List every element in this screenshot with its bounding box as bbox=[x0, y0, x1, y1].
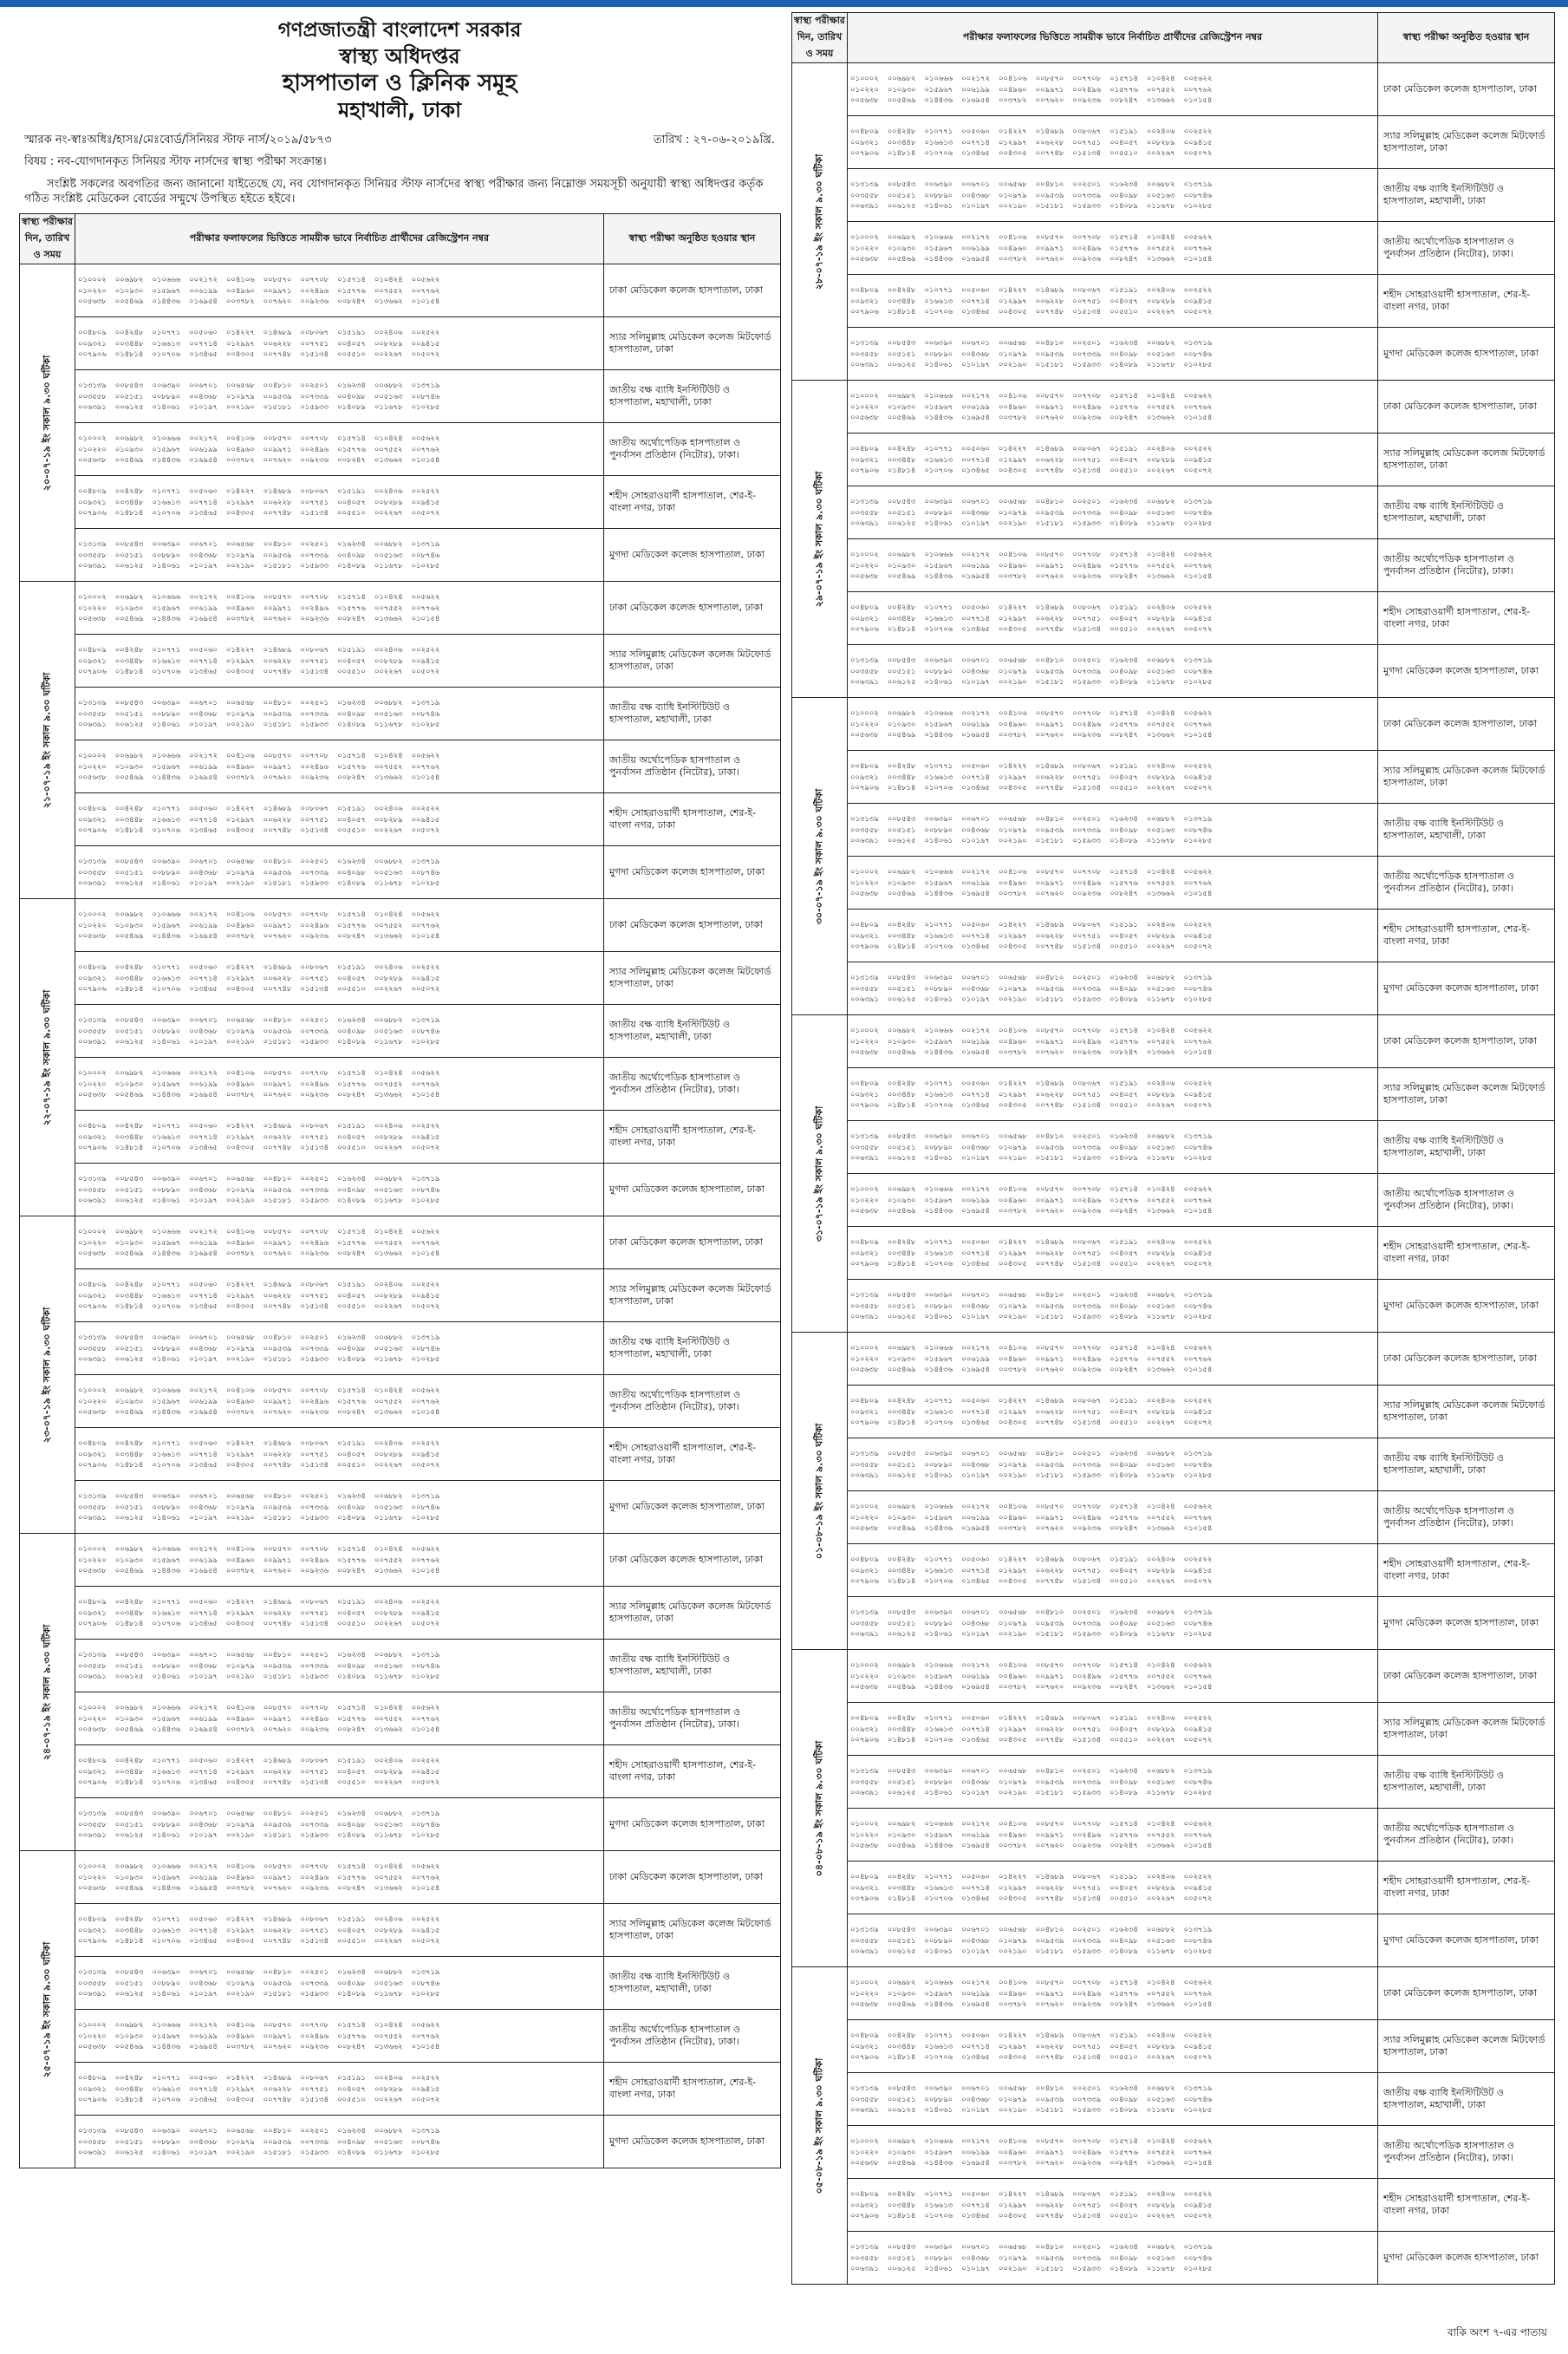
venue-cell: জাতীয় বক্ষ ব্যাধি ইনস্টিটিউট ও হাসপাতাল, মহাখালী, ঢাকা bbox=[604, 1005, 781, 1058]
venue-cell: শহীদ সোহরাওয়ার্দী হাসপাতাল, শের-ই-বাংলা নগর, ঢাকা bbox=[604, 1428, 781, 1481]
table-row bbox=[20, 317, 781, 370]
venue-cell: ঢাকা মেডিকেল কলেজ হাসপাতাল, ঢাকা bbox=[604, 582, 781, 635]
registration-numbers-cell: ০০৪৮০৯ ০০৪২৪৮ ০১০৭৭১ ০০৫০৬০ ০১৪২২৭ ০১৪৬৮৯ ০০৮০৬৭ ০১৫১৯১ ০০২৪০৬ ০০২৫২২ ০০৯৩২১ ০০৩৪৪৮ ০১৬৬১৩ ০০৭৭১৪ ০১২৯৯৭ ০০৬২২৮ ০০৭৭৫১ ০০৪০৫৭ ০০৮২৮৯ ০০৯৪১৫ ০০৭৯০৬ ০১৪৮১৪ ০১০৭০৬ ০১৩৪৬৫ ০০৪৩০৫ ০০৭৭৪৮ ০১৫১৩৪ ০০৫৫১০ ০০২২৬৭ ০০৫০৭২ bbox=[75, 635, 604, 688]
table-header-row bbox=[792, 13, 1555, 63]
venue-cell: মুগদা মেডিকেল কলেজ হাসপাতাল, ঢাকা bbox=[1378, 328, 1555, 381]
registration-numbers-cell: ০১০০০২ ০০৬৯৮২ ০১০৬৬৬ ০০২১৭২ ০০৪১০৬ ০০৮৫৭০ ০০৭৭০৮ ০১৫৭১৪ ০১০৪২৪ ০০৫৬২২ ০১০২২০ ০১০৯৩০ ০১৫৯৬৭ ০০৬১৯৯ ০০৪৯৬০ ০০৯৯৭১ ০০২৪৯৬ ০১৫৭৭৬ ০০৭৫৫২ ০০৭৭৬২ ০০৫৬৩৮ ০০৫৪৬৯ ০১৪৪৩৬ ০১৬৯৫৪ ০০৩৭৮২ ০০৭৬২০ ০০৯২৩৬ ০০৮২৪৭ ০১৩৬৬২ ০১০১৫৪ bbox=[848, 1809, 1378, 1862]
table-row bbox=[20, 1005, 781, 1058]
schedule-date-text: ২৮-০৭-১৯ ইং সকাল ৯.৩০ ঘটিকা bbox=[813, 153, 824, 290]
venue-cell: শহীদ সোহরাওয়ার্দী হাসপাতাল, শের-ই-বাংলা নগর, ঢাকা bbox=[1378, 2179, 1555, 2232]
venue-cell: স্যার সলিমুল্লাহ মেডিকেল কলেজ মিটফোর্ড হাসপাতাল, ঢাকা bbox=[604, 1269, 781, 1322]
schedule-date-cell bbox=[792, 1015, 848, 1333]
venue-cell: ঢাকা মেডিকেল কলেজ হাসপাতাল, ঢাকা bbox=[604, 1216, 781, 1269]
table-row bbox=[792, 116, 1555, 169]
registration-numbers-cell: ০১৩১৩৯ ০০৮৫৪৩ ০০৬৩৯০ ০০৬৭০১ ০০৬৫৬৮ ০০৪৮১০ ০০২৫০১ ০১৬২৩৪ ০০৬৮৮২ ০১৩৭১৯ ০০৩৫৫৮ ০০৫১৫১ ০০৮৮৯০ ০০৪৩৬৮ ০১০৯৭৯ ০০৯৫৩৯ ০০৭৩৩৯ ০০৪০৯৮ ০০৫১৬৩ ০০৮৭৪৬ ০০৬৩৯১ ০০৬১২৫ ০১৪০৬১ ০১০১৯৭ ০০২১৯০ ০১৫১৮১ ০১৫৯৩৩ ০১৪০৮৯ ০১১৬৭৮ ০১০২৮৫ bbox=[75, 1164, 604, 1216]
table-row bbox=[20, 846, 781, 899]
table-row bbox=[20, 1111, 781, 1164]
venue-column-header: স্বাস্থ্য পরীক্ষা অনুষ্ঠিত হওয়ার স্থান bbox=[604, 214, 781, 264]
table-row bbox=[792, 910, 1555, 962]
table-row bbox=[792, 1756, 1555, 1809]
table-row bbox=[792, 1544, 1555, 1597]
schedule-date-text: ০১-০৮-১৯ ইং সকাল ৯.৩০ ঘটিকা bbox=[813, 1423, 824, 1559]
schedule-date-text: ২১-০৭-১৯ ইং সকাল ৯.৩০ ঘটিকা bbox=[41, 672, 52, 808]
table-row bbox=[792, 1174, 1555, 1227]
schedule-date-cell bbox=[20, 1216, 75, 1534]
table-row bbox=[792, 1862, 1555, 1914]
registration-numbers-cell: ০০৪৮০৯ ০০৪২৪৮ ০১০৭৭১ ০০৫০৬০ ০১৪২২৭ ০১৪৬৮৯ ০০৮০৬৭ ০১৫১৯১ ০০২৪০৬ ০০২৫২২ ০০৯৩২১ ০০৩৪৪৮ ০১৬৬১৩ ০০৭৭১৪ ০১২৯৯৭ ০০৬২২৮ ০০৭৭৫১ ০০৪০৫৭ ০০৮২৮৯ ০০৯৪১৫ ০০৭৯০৬ ০১৪৮১৪ ০১০৭০৬ ০১৩৪৬৫ ০০৪৩০৫ ০০৭৭৪৮ ০১৫১৩৪ ০০৫৫১০ ০০২২৬৭ ০০৫০৭২ bbox=[75, 1745, 604, 1798]
registration-numbers-cell: ০০৪৮০৯ ০০৪২৪৮ ০১০৭৭১ ০০৫০৬০ ০১৪২২৭ ০১৪৬৮৯ ০০৮০৬৭ ০১৫১৯১ ০০২৪০৬ ০০২৫২২ ০০৯৩২১ ০০৩৪৪৮ ০১৬৬১৩ ০০৭৭১৪ ০১২৯৯৭ ০০৬২২৮ ০০৭৭৫১ ০০৪০৫৭ ০০৮২৮৯ ০০৯৪১৫ ০০৭৯০৬ ০১৪৮১৪ ০১০৭০৬ ০১৩৪৬৫ ০০৪৩০৫ ০০৭৭৪৮ ০১৫১৩৪ ০০৫৫১০ ০০২২৬৭ ০০৫০৭২ bbox=[75, 952, 604, 1005]
table-row bbox=[792, 1227, 1555, 1280]
venue-cell: জাতীয় বক্ষ ব্যাধি ইনস্টিটিউট ও হাসপাতাল, মহাখালী, ঢাকা bbox=[604, 1957, 781, 2010]
venue-cell: স্যার সলিমুল্লাহ মেডিকেল কলেজ মিটফোর্ড হাসপাতাল, ঢাকা bbox=[604, 1587, 781, 1640]
venue-cell: ঢাকা মেডিকেল কলেজ হাসপাতাল, ঢাকা bbox=[1378, 63, 1555, 116]
registration-numbers-cell: ০০৪৮০৯ ০০৪২৪৮ ০১০৭৭১ ০০৫০৬০ ০১৪২২৭ ০১৪৬৮৯ ০০৮০৬৭ ০১৫১৯১ ০০২৪০৬ ০০২৫২২ ০০৯৩২১ ০০৩৪৪৮ ০১৬৬১৩ ০০৭৭১৪ ০১২৯৯৭ ০০৬২২৮ ০০৭৭৫১ ০০৪০৫৭ ০০৮২৮৯ ০০৯৪১৫ ০০৭৯০৬ ০১৪৮১৪ ০১০৭০৬ ০১৩৪৬৫ ০০৪৩০৫ ০০৭৭৪৮ ০১৫১৩৪ ০০৫৫১০ ০০২২৬৭ ০০৫০৭২ bbox=[848, 2179, 1378, 2232]
venue-cell: জাতীয় বক্ষ ব্যাধি ইনস্টিটিউট ও হাসপাতাল, মহাখালী, ঢাকা bbox=[604, 1322, 781, 1375]
table-row bbox=[792, 645, 1555, 698]
registration-numbers-cell: ০১০০০২ ০০৬৯৮২ ০১০৬৬৬ ০০২১৭২ ০০৪১০৬ ০০৮৫৭০ ০০৭৭০৮ ০১৫৭১৪ ০১০৪২৪ ০০৫৬২২ ০১০২২০ ০১০৯৩০ ০১৫৯৬৭ ০০৬১৯৯ ০০৪৯৬০ ০০৯৯৭১ ০০২৪৯৬ ০১৫৭৭৬ ০০৭৫৫২ ০০৭৭৬২ ০০৫৬৩৮ ০০৫৪৬৯ ০১৪৪৩৬ ০১৬৯৫৪ ০০৩৭৮২ ০০৭৬২০ ০০৯২৩৬ ০০৮২৪৭ ০১৩৬৬২ ০১০১৫৪ bbox=[75, 1216, 604, 1269]
registration-numbers-cell: ০১০০০২ ০০৬৯৮২ ০১০৬৬৬ ০০২১৭২ ০০৪১০৬ ০০৮৫৭০ ০০৭৭০৮ ০১৫৭১৪ ০১০৪২৪ ০০৫৬২২ ০১০২২০ ০১০৯৩০ ০১৫৯৬৭ ০০৬১৯৯ ০০৪৯৬০ ০০৯৯৭১ ০০২৪৯৬ ০১৫৭৭৬ ০০৭৫৫২ ০০৭৭৬২ ০০৫৬৩৮ ০০৫৪৬৯ ০১৪৪৩৬ ০১৬৯৫৪ ০০৩৭৮২ ০০৭৬২০ ০০৯২৩৬ ০০৮২৪৭ ০১৩৬৬২ ০১০১৫৪ bbox=[848, 1015, 1378, 1068]
table-row bbox=[792, 1121, 1555, 1174]
venue-cell: মুগদা মেডিকেল কলেজ হাসপাতাল, ঢাকা bbox=[604, 846, 781, 899]
table-row bbox=[792, 328, 1555, 381]
table-header-row bbox=[20, 214, 781, 264]
registration-numbers-cell: ০১০০০২ ০০৬৯৮২ ০১০৬৬৬ ০০২১৭২ ০০৪১০৬ ০০৮৫৭০ ০০৭৭০৮ ০১৫৭১৪ ০১০৪২৪ ০০৫৬২২ ০১০২২০ ০১০৯৩০ ০১৫৯৬৭ ০০৬১৯৯ ০০৪৯৬০ ০০৯৯৭১ ০০২৪৯৬ ০১৫৭৭৬ ০০৭৫৫২ ০০৭৭৬২ ০০৫৬৩৮ ০০৫৪৬৯ ০১৪৪৩৬ ০১৬৯৫৪ ০০৩৭৮২ ০০৭৬২০ ০০৯২৩৬ ০০৮২৪৭ ০১৩৬৬২ ০১০১৫৪ bbox=[75, 1534, 604, 1587]
venue-cell: স্যার সলিমুল্লাহ মেডিকেল কলেজ মিটফোর্ড হাসপাতাল, ঢাকা bbox=[604, 1904, 781, 1957]
schedule-date-cell bbox=[20, 1534, 75, 1851]
top-blue-rule bbox=[0, 0, 1568, 7]
table-row bbox=[20, 1745, 781, 1798]
table-row bbox=[792, 2232, 1555, 2285]
schedule-date-text: ২২-০৭-১৯ ইং সকাল ৯.৩০ ঘটিকা bbox=[41, 989, 52, 1125]
venue-cell: জাতীয় অর্থোপেডিক হাসপাতাল ও পুনর্বাসন প্রতিষ্ঠান (নিটোর), ঢাকা। bbox=[604, 1058, 781, 1111]
registration-numbers-cell: ০১৩১৩৯ ০০৮৫৪৩ ০০৬৩৯০ ০০৬৭০১ ০০৬৫৬৮ ০০৪৮১০ ০০২৫০১ ০১৬২৩৪ ০০৬৮৮২ ০১৩৭১৯ ০০৩৫৫৮ ০০৫১৫১ ০০৮৮৯০ ০০৪৩৬৮ ০১০৯৭৯ ০০৯৫৩৯ ০০৭৩৩৯ ০০৪০৯৮ ০০৫১৬৩ ০০৮৭৪৬ ০০৬৩৯১ ০০৬১২৫ ০১৪০৬১ ০১০১৯৭ ০০২১৯০ ০১৫১৮১ ০১৫৯৩৩ ০১৪০৮৯ ০১১৬৭৮ ০১০২৮৫ bbox=[848, 1280, 1378, 1333]
table-row bbox=[792, 1491, 1555, 1544]
table-row bbox=[20, 1058, 781, 1111]
table-row bbox=[20, 2116, 781, 2168]
registration-numbers-cell: ০১০০০২ ০০৬৯৮২ ০১০৬৬৬ ০০২১৭২ ০০৪১০৬ ০০৮৫৭০ ০০৭৭০৮ ০১৫৭১৪ ০১০৪২৪ ০০৫৬২২ ০১০২২০ ০১০৯৩০ ০১৫৯৬৭ ০০৬১৯৯ ০০৪৯৬০ ০০৯৯৭১ ০০২৪৯৬ ০১৫৭৭৬ ০০৭৫৫২ ০০৭৭৬২ ০০৫৬৩৮ ০০৫৪৬৯ ০১৪৪৩৬ ০১৬৯৫৪ ০০৩৭৮২ ০০৭৬২০ ০০৯২৩৬ ০০৮২৪৭ ০১৩৬৬২ ০১০১৫৪ bbox=[848, 1650, 1378, 1703]
date-column-header: স্বাস্থ্য পরীক্ষার দিন, তারিখ ও সময় bbox=[792, 13, 848, 63]
table-row bbox=[20, 740, 781, 793]
registration-numbers-cell: ০০৪৮০৯ ০০৪২৪৮ ০১০৭৭১ ০০৫০৬০ ০১৪২২৭ ০১৪৬৮৯ ০০৮০৬৭ ০১৫১৯১ ০০২৪০৬ ০০২৫২২ ০০৯৩২১ ০০৩৪৪৮ ০১৬৬১৩ ০০৭৭১৪ ০১২৯৯৭ ০০৬২২৮ ০০৭৭৫১ ০০৪০৫৭ ০০৮২৮৯ ০০৯৪১৫ ০০৭৯০৬ ০১৪৮১৪ ০১০৭০৬ ০১৩৪৬৫ ০০৪৩০৫ ০০৭৭৪৮ ০১৫১৩৪ ০০৫৫১০ ০০২২৬৭ ০০৫০৭২ bbox=[848, 1862, 1378, 1914]
table-row bbox=[20, 1798, 781, 1851]
venue-cell: মুগদা মেডিকেল কলেজ হাসপাতাল, ঢাকা bbox=[1378, 645, 1555, 698]
notice-header bbox=[19, 17, 780, 123]
venue-cell: মুগদা মেডিকেল কলেজ হাসপাতাল, ঢাকা bbox=[1378, 1280, 1555, 1333]
venue-cell: স্যার সলিমুল্লাহ মেডিকেল কলেজ মিটফোর্ড হাসপাতাল, ঢাকা bbox=[604, 952, 781, 1005]
table-row bbox=[792, 1438, 1555, 1491]
registration-numbers-cell: ০১৩১৩৯ ০০৮৫৪৩ ০০৬৩৯০ ০০৬৭০১ ০০৬৫৬৮ ০০৪৮১০ ০০২৫০১ ০১৬২৩৪ ০০৬৮৮২ ০১৩৭১৯ ০০৩৫৫৮ ০০৫১৫১ ০০৮৮৯০ ০০৪৩৬৮ ০১০৯৭৯ ০০৯৫৩৯ ০০৭৩৩৯ ০০৪০৯৮ ০০৫১৬৩ ০০৮৭৪৬ ০০৬৩৯১ ০০৬১২৫ ০১৪০৬১ ০১০১৯৭ ০০২১৯০ ০১৫১৮১ ০১৫৯৩৩ ০১৪০৮৯ ০১১৬৭৮ ০১০২৮৫ bbox=[75, 1005, 604, 1058]
left-column bbox=[19, 10, 780, 2343]
table-row bbox=[20, 1904, 781, 1957]
venue-cell: মুগদা মেডিকেল কলেজ হাসপাতাল, ঢাকা bbox=[1378, 962, 1555, 1015]
table-row bbox=[20, 2063, 781, 2116]
registration-numbers-cell: ০১৩১৩৯ ০০৮৫৪৩ ০০৬৩৯০ ০০৬৭০১ ০০৬৫৬৮ ০০৪৮১০ ০০২৫০১ ০১৬২৩৪ ০০৬৮৮২ ০১৩৭১৯ ০০৩৫৫৮ ০০৫১৫১ ০০৮৮৯০ ০০৪৩৬৮ ০১০৯৭৯ ০০৯৫৩৯ ০০৭৩৩৯ ০০৪০৯৮ ০০৫১৬৩ ০০৮৭৪৬ ০০৬৩৯১ ০০৬১২৫ ০১৪০৬১ ০১০১৯৭ ০০২১৯০ ০১৫১৮১ ০১৫৯৩৩ ০১৪০৮৯ ০১১৬৭৮ ০১০২৮৫ bbox=[75, 2116, 604, 2168]
table-row bbox=[792, 1597, 1555, 1650]
schedule-date-text: ২৫-০৭-১৯ ইং সকাল ৯.৩০ ঘটিকা bbox=[41, 1941, 52, 2077]
venue-cell: জাতীয় অর্থোপেডিক হাসপাতাল ও পুনর্বাসন প্রতিষ্ঠান (নিটোর), ঢাকা। bbox=[604, 423, 781, 476]
venue-cell: জাতীয় অর্থোপেডিক হাসপাতাল ও পুনর্বাসন প্রতিষ্ঠান (নিটোর), ঢাকা। bbox=[1378, 222, 1555, 275]
registration-numbers-cell: ০১৩১৩৯ ০০৮৫৪৩ ০০৬৩৯০ ০০৬৭০১ ০০৬৫৬৮ ০০৪৮১০ ০০২৫০১ ০১৬২৩৪ ০০৬৮৮২ ০১৩৭১৯ ০০৩৫৫৮ ০০৫১৫১ ০০৮৮৯০ ০০৪৩৬৮ ০১০৯৭৯ ০০৯৫৩৯ ০০৭৩৩৯ ০০৪০৯৮ ০০৫১৬৩ ০০৮৭৪৬ ০০৬৩৯১ ০০৬১২৫ ০১৪০৬১ ০১০১৯৭ ০০২১৯০ ০১৫১৮১ ০১৫৯৩৩ ০১৪০৮৯ ০১১৬৭৮ ০১০২৮৫ bbox=[848, 1121, 1378, 1174]
venue-cell: জাতীয় বক্ষ ব্যাধি ইনস্টিটিউট ও হাসপাতাল, মহাখালী, ঢাকা bbox=[1378, 1121, 1555, 1174]
schedule-table-right bbox=[791, 12, 1555, 2285]
reg-column-header: পরীক্ষার ফলাফলের ভিত্তিতে সাময়ীক ভাবে নির্বাচিত প্রার্থীদের রেজিস্ট্রেশন নম্বর bbox=[75, 214, 604, 264]
venue-cell: জাতীয় অর্থোপেডিক হাসপাতাল ও পুনর্বাসন প্রতিষ্ঠান (নিটোর), ঢাকা। bbox=[1378, 1809, 1555, 1862]
table-row bbox=[20, 952, 781, 1005]
registration-numbers-cell: ০১০০০২ ০০৬৯৮২ ০১০৬৬৬ ০০২১৭২ ০০৪১০৬ ০০৮৫৭০ ০০৭৭০৮ ০১৫৭১৪ ০১০৪২৪ ০০৫৬২২ ০১০২২০ ০১০৯৩০ ০১৫৯৬৭ ০০৬১৯৯ ০০৪৯৬০ ০০৯৯৭১ ০০২৪৯৬ ০১৫৭৭৬ ০০৭৫৫২ ০০৭৭৬২ ০০৫৬৩৮ ০০৫৪৬৯ ০১৪৪৩৬ ০১৬৯৫৪ ০০৩৭৮২ ০০৭৬২০ ০০৯২৩৬ ০০৮২৪৭ ০১৩৬৬২ ০১০১৫৪ bbox=[848, 698, 1378, 751]
venue-cell: জাতীয় অর্থোপেডিক হাসপাতাল ও পুনর্বাসন প্রতিষ্ঠান (নিটোর), ঢাকা। bbox=[1378, 1174, 1555, 1227]
registration-numbers-cell: ০১৩১৩৯ ০০৮৫৪৩ ০০৬৩৯০ ০০৬৭০১ ০০৬৫৬৮ ০০৪৮১০ ০০২৫০১ ০১৬২৩৪ ০০৬৮৮২ ০১৩৭১৯ ০০৩৫৫৮ ০০৫১৫১ ০০৮৮৯০ ০০৪৩৬৮ ০১০৯৭৯ ০০৯৫৩৯ ০০৭৩৩৯ ০০৪০৯৮ ০০৫১৬৩ ০০৮৭৪৬ ০০৬৩৯১ ০০৬১২৫ ০১৪০৬১ ০১০১৯৭ ০০২১৯০ ০১৫১৮১ ০১৫৯৩৩ ০১৪০৮৯ ০১১৬৭৮ ০১০২৮৫ bbox=[848, 804, 1378, 857]
venue-cell: ঢাকা মেডিকেল কলেজ হাসপাতাল, ঢাকা bbox=[1378, 381, 1555, 434]
registration-numbers-cell: ০১৩১৩৯ ০০৮৫৪৩ ০০৬৩৯০ ০০৬৭০১ ০০৬৫৬৮ ০০৪৮১০ ০০২৫০১ ০১৬২৩৪ ০০৬৮৮২ ০১৩৭১৯ ০০৩৫৫৮ ০০৫১৫১ ০০৮৮৯০ ০০৪৩৬৮ ০১০৯৭৯ ০০৯৫৩৯ ০০৭৩৩৯ ০০৪০৯৮ ০০৫১৬৩ ০০৮৭৪৬ ০০৬৩৯১ ০০৬১২৫ ০১৪০৬১ ০১০১৯৭ ০০২১৯০ ০১৫১৮১ ০১৫৯৩৩ ০১৪০৮৯ ০১১৬৭৮ ০১০২৮৫ bbox=[848, 328, 1378, 381]
venue-cell: শহীদ সোহরাওয়ার্দী হাসপাতাল, শের-ই-বাংলা নগর, ঢাকা bbox=[604, 2063, 781, 2116]
venue-cell: শহীদ সোহরাওয়ার্দী হাসপাতাল, শের-ই-বাংলা নগর, ঢাকা bbox=[604, 1745, 781, 1798]
venue-cell: ঢাকা মেডিকেল কলেজ হাসপাতাল, ঢাকা bbox=[1378, 1333, 1555, 1386]
schedule-date-cell bbox=[792, 381, 848, 698]
registration-numbers-cell: ০১৩১৩৯ ০০৮৫৪৩ ০০৬৩৯০ ০০৬৭০১ ০০৬৫৬৮ ০০৪৮১০ ০০২৫০১ ০১৬২৩৪ ০০৬৮৮২ ০১৩৭১৯ ০০৩৫৫৮ ০০৫১৫১ ০০৮৮৯০ ০০৪৩৬৮ ০১০৯৭৯ ০০৯৫৩৯ ০০৭৩৩৯ ০০৪০৯৮ ০০৫১৬৩ ০০৮৭৪৬ ০০৬৩৯১ ০০৬১২৫ ০১৪০৬১ ০১০১৯৭ ০০২১৯০ ০১৫১৮১ ০১৫৯৩৩ ০১৪০৮৯ ০১১৬৭৮ ০১০২৮৫ bbox=[75, 1481, 604, 1534]
venue-cell: মুগদা মেডিকেল কলেজ হাসপাতাল, ঢাকা bbox=[604, 1164, 781, 1216]
registration-numbers-cell: ০১০০০২ ০০৬৯৮২ ০১০৬৬৬ ০০২১৭২ ০০৪১০৬ ০০৮৫৭০ ০০৭৭০৮ ০১৫৭১৪ ০১০৪২৪ ০০৫৬২২ ০১০২২০ ০১০৯৩০ ০১৫৯৬৭ ০০৬১৯৯ ০০৪৯৬০ ০০৯৯৭১ ০০২৪৯৬ ০১৫৭৭৬ ০০৭৫৫২ ০০৭৭৬২ ০০৫৬৩৮ ০০৫৪৬৯ ০১৪৪৩৬ ০১৬৯৫৪ ০০৩৭৮২ ০০৭৬২০ ০০৯২৩৬ ০০৮২৪৭ ০১৩৬৬২ ০১০১৫৪ bbox=[848, 1491, 1378, 1544]
schedule-date-text: ২৩-০৭-১৯ ইং সকাল ৯.৩০ ঘটিকা bbox=[41, 1307, 52, 1443]
registration-numbers-cell: ০১৩১৩৯ ০০৮৫৪৩ ০০৬৩৯০ ০০৬৭০১ ০০৬৫৬৮ ০০৪৮১০ ০০২৫০১ ০১৬২৩৪ ০০৬৮৮২ ০১৩৭১৯ ০০৩৫৫৮ ০০৫১৫১ ০০৮৮৯০ ০০৪৩৬৮ ০১০৯৭৯ ০০৯৫৩৯ ০০৭৩৩৯ ০০৪০৯৮ ০০৫১৬৩ ০০৮৭৪৬ ০০৬৩৯১ ০০৬১২৫ ০১৪০৬১ ০১০১৯৭ ০০২১৯০ ০১৫১৮১ ০১৫৯৩৩ ০১৪০৮৯ ০১১৬৭৮ ০১০২৮৫ bbox=[75, 1640, 604, 1692]
venue-cell: স্যার সলিমুল্লাহ মেডিকেল কলেজ মিটফোর্ড হাসপাতাল, ঢাকা bbox=[1378, 116, 1555, 169]
table-row bbox=[20, 1534, 781, 1587]
venue-cell: জাতীয় অর্থোপেডিক হাসপাতাল ও পুনর্বাসন প্রতিষ্ঠান (নিটোর), ঢাকা। bbox=[604, 2010, 781, 2063]
registration-numbers-cell: ০১০০০২ ০০৬৯৮২ ০১০৬৬৬ ০০২১৭২ ০০৪১০৬ ০০৮৫৭০ ০০৭৭০৮ ০১৫৭১৪ ০১০৪২৪ ০০৫৬২২ ০১০২২০ ০১০৯৩০ ০১৫৯৬৭ ০০৬১৯৯ ০০৪৯৬০ ০০৯৯৭১ ০০২৪৯৬ ০১৫৭৭৬ ০০৭৫৫২ ০০৭৭৬২ ০০৫৬৩৮ ০০৫৪৬৯ ০১৪৪৩৬ ০১৬৯৫৪ ০০৩৭৮২ ০০৭৬২০ ০০৯২৩৬ ০০৮২৪৭ ০১৩৬৬২ ০১০১৫৪ bbox=[75, 582, 604, 635]
registration-numbers-cell: ০১০০০২ ০০৬৯৮২ ০১০৬৬৬ ০০২১৭২ ০০৪১০৬ ০০৮৫৭০ ০০৭৭০৮ ০১৫৭১৪ ০১০৪২৪ ০০৫৬২২ ০১০২২০ ০১০৯৩০ ০১৫৯৬৭ ০০৬১৯৯ ০০৪৯৬০ ০০৯৯৭১ ০০২৪৯৬ ০১৫৭৭৬ ০০৭৫৫২ ০০৭৭৬২ ০০৫৬৩৮ ০০৫৪৬৯ ০১৪৪৩৬ ০১৬৯৫৪ ০০৩৭৮২ ০০৭৬২০ ০০৯২৩৬ ০০৮২৪৭ ০১৩৬৬২ ০১০১৫৪ bbox=[848, 539, 1378, 592]
registration-numbers-cell: ০১০০০২ ০০৬৯৮২ ০১০৬৬৬ ০০২১৭২ ০০৪১০৬ ০০৮৫৭০ ০০৭৭০৮ ০১৫৭১৪ ০১০৪২৪ ০০৫৬২২ ০১০২২০ ০১০৯৩০ ০১৫৯৬৭ ০০৬১৯৯ ০০৪৯৬০ ০০৯৯৭১ ০০২৪৯৬ ০১৫৭৭৬ ০০৭৫৫২ ০০৭৭৬২ ০০৫৬৩৮ ০০৫৪৬৯ ০১৪৪৩৬ ০১৬৯৫৪ ০০৩৭৮২ ০০৭৬২০ ০০৯২৩৬ ০০৮২৪৭ ০১৩৬৬২ ০১০১৫৪ bbox=[75, 264, 604, 317]
venue-cell: জাতীয় অর্থোপেডিক হাসপাতাল ও পুনর্বাসন প্রতিষ্ঠান (নিটোর), ঢাকা। bbox=[1378, 857, 1555, 910]
table-row bbox=[792, 275, 1555, 328]
registration-numbers-cell: ০১০০০২ ০০৬৯৮২ ০১০৬৬৬ ০০২১৭২ ০০৪১০৬ ০০৮৫৭০ ০০৭৭০৮ ০১৫৭১৪ ০১০৪২৪ ০০৫৬২২ ০১০২২০ ০১০৯৩০ ০১৫৯৬৭ ০০৬১৯৯ ০০৪৯৬০ ০০৯৯৭১ ০০২৪৯৬ ০১৫৭৭৬ ০০৭৫৫২ ০০৭৭৬২ ০০৫৬৩৮ ০০৫৪৬৯ ০১৪৪৩৬ ০১৬৯৫৪ ০০৩৭৮২ ০০৭৬২০ ০০৯২৩৬ ০০৮২৪৭ ০১৩৬৬২ ০১০১৫৪ bbox=[75, 899, 604, 952]
table-row bbox=[20, 1851, 781, 1904]
registration-numbers-cell: ০০৪৮০৯ ০০৪২৪৮ ০১০৭৭১ ০০৫০৬০ ০১৪২২৭ ০১৪৬৮৯ ০০৮০৬৭ ০১৫১৯১ ০০২৪০৬ ০০২৫২২ ০০৯৩২১ ০০৩৪৪৮ ০১৬৬১৩ ০০৭৭১৪ ০১২৯৯৭ ০০৬২২৮ ০০৭৭৫১ ০০৪০৫৭ ০০৮২৮৯ ০০৯৪১৫ ০০৭৯০৬ ০১৪৮১৪ ০১০৭০৬ ০১৩৪৬৫ ০০৪৩০৫ ০০৭৭৪৮ ০১৫১৩৪ ০০৫৫১০ ০০২২৬৭ ০০৫০৭২ bbox=[848, 751, 1378, 804]
table-row bbox=[792, 1703, 1555, 1756]
table-row bbox=[20, 1269, 781, 1322]
registration-numbers-cell: ০০৪৮০৯ ০০৪২৪৮ ০১০৭৭১ ০০৫০৬০ ০১৪২২৭ ০১৪৬৮৯ ০০৮০৬৭ ০১৫১৯১ ০০২৪০৬ ০০২৫২২ ০০৯৩২১ ০০৩৪৪৮ ০১৬৬১৩ ০০৭৭১৪ ০১২৯৯৭ ০০৬২২৮ ০০৭৭৫১ ০০৪০৫৭ ০০৮২৮৯ ০০৯৪১৫ ০০৭৯০৬ ০১৪৮১৪ ০১০৭০৬ ০১৩৪৬৫ ০০৪৩০৫ ০০৭৭৪৮ ০১৫১৩৪ ০০৫৫১০ ০০২২৬৭ ০০৫০৭২ bbox=[848, 592, 1378, 645]
table-row bbox=[792, 1967, 1555, 2020]
venue-cell: জাতীয় বক্ষ ব্যাধি ইনস্টিটিউট ও হাসপাতাল, মহাখালী, ঢাকা bbox=[1378, 804, 1555, 857]
schedule-date-text: ০৫-০৮-১৯ ইং সকাল ৯.৩০ ঘটিকা bbox=[813, 2057, 824, 2194]
registration-numbers-cell: ০১০০০২ ০০৬৯৮২ ০১০৬৬৬ ০০২১৭২ ০০৪১০৬ ০০৮৫৭০ ০০৭৭০৮ ০১৫৭১৪ ০১০৪২৪ ০০৫৬২২ ০১০২২০ ০১০৯৩০ ০১৫৯৬৭ ০০৬১৯৯ ০০৪৯৬০ ০০৯৯৭১ ০০২৪৯৬ ০১৫৭৭৬ ০০৭৫৫২ ০০৭৭৬২ ০০৫৬৩৮ ০০৫৪৬৯ ০১৪৪৩৬ ০১৬৯৫৪ ০০৩৭৮২ ০০৭৬২০ ০০৯২৩৬ ০০৮২৪৭ ০১৩৬৬২ ০১০১৫৪ bbox=[75, 1692, 604, 1745]
schedule-date-cell bbox=[792, 1967, 848, 2285]
table-row bbox=[792, 381, 1555, 434]
venue-cell: স্যার সলিমুল্লাহ মেডিকেল কলেজ মিটফোর্ড হাসপাতাল, ঢাকা bbox=[1378, 751, 1555, 804]
table-row bbox=[20, 1216, 781, 1269]
venue-cell: মুগদা মেডিকেল কলেজ হাসপাতাল, ঢাকা bbox=[1378, 1597, 1555, 1650]
registration-numbers-cell: ০১০০০২ ০০৬৯৮২ ০১০৬৬৬ ০০২১৭২ ০০৪১০৬ ০০৮৫৭০ ০০৭৭০৮ ০১৫৭১৪ ০১০৪২৪ ০০৫৬২২ ০১০২২০ ০১০৯৩০ ০১৫৯৬৭ ০০৬১৯৯ ০০৪৯৬০ ০০৯৯৭১ ০০২৪৯৬ ০১৫৭৭৬ ০০৭৫৫২ ০০৭৭৬২ ০০৫৬৩৮ ০০৫৪৬৯ ০১৪৪৩৬ ০১৬৯৫৪ ০০৩৭৮২ ০০৭৬২০ ০০৯২৩৬ ০০৮২৪৭ ০১৩৬৬২ ০১০১৫৪ bbox=[75, 423, 604, 476]
schedule-date-text: ২০-০৭-১৯ ইং সকাল ৯.৩০ ঘটিকা bbox=[41, 355, 52, 491]
registration-numbers-cell: ০১০০০২ ০০৬৯৮২ ০১০৬৬৬ ০০২১৭২ ০০৪১০৬ ০০৮৫৭০ ০০৭৭০৮ ০১৫৭১৪ ০১০৪২৪ ০০৫৬২২ ০১০২২০ ০১০৯৩০ ০১৫৯৬৭ ০০৬১৯৯ ০০৪৯৬০ ০০৯৯৭১ ০০২৪৯৬ ০১৫৭৭৬ ০০৭৫৫২ ০০৭৭৬২ ০০৫৬৩৮ ০০৫৪৬৯ ০১৪৪৩৬ ০১৬৯৫৪ ০০৩৭৮২ ০০৭৬২০ ০০৯২৩৬ ০০৮২৪৭ ০১৩৬৬২ ০১০১৫৪ bbox=[848, 222, 1378, 275]
venue-cell: শহীদ সোহরাওয়ার্দী হাসপাতাল, শের-ই-বাংলা নগর, ঢাকা bbox=[1378, 1862, 1555, 1914]
venue-cell: ঢাকা মেডিকেল কলেজ হাসপাতাল, ঢাকা bbox=[604, 264, 781, 317]
table-row bbox=[792, 1914, 1555, 1967]
registration-numbers-cell: ০১৩১৩৯ ০০৮৫৪৩ ০০৬৩৯০ ০০৬৭০১ ০০৬৫৬৮ ০০৪৮১০ ০০২৫০১ ০১৬২৩৪ ০০৬৮৮২ ০১৩৭১৯ ০০৩৫৫৮ ০০৫১৫১ ০০৮৮৯০ ০০৪৩৬৮ ০১০৯৭৯ ০০৯৫৩৯ ০০৭৩৩৯ ০০৪০৯৮ ০০৫১৬৩ ০০৮৭৪৬ ০০৬৩৯১ ০০৬১২৫ ০১৪০৬১ ০১০১৯৭ ০০২১৯০ ০১৫১৮১ ০১৫৯৩৩ ০১৪০৮৯ ০১১৬৭৮ ০১০২৮৫ bbox=[848, 2073, 1378, 2126]
table-row bbox=[792, 592, 1555, 645]
venue-cell: স্যার সলিমুল্লাহ মেডিকেল কলেজ মিটফোর্ড হাসপাতাল, ঢাকা bbox=[1378, 1703, 1555, 1756]
table-row bbox=[792, 2073, 1555, 2126]
registration-numbers-cell: ০১৩১৩৯ ০০৮৫৪৩ ০০৬৩৯০ ০০৬৭০১ ০০৬৫৬৮ ০০৪৮১০ ০০২৫০১ ০১৬২৩৪ ০০৬৮৮২ ০১৩৭১৯ ০০৩৫৫৮ ০০৫১৫১ ০০৮৮৯০ ০০৪৩৬৮ ০১০৯৭৯ ০০৯৫৩৯ ০০৭৩৩৯ ০০৪০৯৮ ০০৫১৬৩ ০০৮৭৪৬ ০০৬৩৯১ ০০৬১২৫ ০১৪০৬১ ০১০১৯৭ ০০২১৯০ ০১৫১৮১ ০১৫৯৩৩ ০১৪০৮৯ ০১১৬৭৮ ০১০২৮৫ bbox=[848, 486, 1378, 539]
venue-cell: মুগদা মেডিকেল কলেজ হাসপাতাল, ঢাকা bbox=[1378, 1914, 1555, 1967]
registration-numbers-cell: ০১৩১৩৯ ০০৮৫৪৩ ০০৬৩৯০ ০০৬৭০১ ০০৬৫৬৮ ০০৪৮১০ ০০২৫০১ ০১৬২৩৪ ০০৬৮৮২ ০১৩৭১৯ ০০৩৫৫৮ ০০৫১৫১ ০০৮৮৯০ ০০৪৩৬৮ ০১০৯৭৯ ০০৯৫৩৯ ০০৭৩৩৯ ০০৪০৯৮ ০০৫১৬৩ ০০৮৭৪৬ ০০৬৩৯১ ০০৬১২৫ ০১৪০৬১ ০১০১৯৭ ০০২১৯০ ০১৫১৮১ ০১৫৯৩৩ ০১৪০৮৯ ০১১৬৭৮ ০১০২৮৫ bbox=[75, 1798, 604, 1851]
table-row bbox=[20, 1481, 781, 1534]
venue-cell: স্যার সলিমুল্লাহ মেডিকেল কলেজ মিটফোর্ড হাসপাতাল, ঢাকা bbox=[604, 635, 781, 688]
venue-cell: জাতীয় অর্থোপেডিক হাসপাতাল ও পুনর্বাসন প্রতিষ্ঠান (নিটোর), ঢাকা। bbox=[1378, 1491, 1555, 1544]
venue-cell: জাতীয় বক্ষ ব্যাধি ইনস্টিটিউট ও হাসপাতাল, মহাখালী, ঢাকা bbox=[604, 1640, 781, 1692]
venue-cell: স্যার সলিমুল্লাহ মেডিকেল কলেজ মিটফোর্ড হাসপাতাল, ঢাকা bbox=[1378, 434, 1555, 486]
registration-numbers-cell: ০০৪৮০৯ ০০৪২৪৮ ০১০৭৭১ ০০৫০৬০ ০১৪২২৭ ০১৪৬৮৯ ০০৮০৬৭ ০১৫১৯১ ০০২৪০৬ ০০২৫২২ ০০৯৩২১ ০০৩৪৪৮ ০১৬৬১৩ ০০৭৭১৪ ০১২৯৯৭ ০০৬২২৮ ০০৭৭৫১ ০০৪০৫৭ ০০৮২৮৯ ০০৯৪১৫ ০০৭৯০৬ ০১৪৮১৪ ০১০৭০৬ ০১৩৪৬৫ ০০৪৩০৫ ০০৭৭৪৮ ০১৫১৩৪ ০০৫৫১০ ০০২২৬৭ ০০৫০৭২ bbox=[75, 1269, 604, 1322]
registration-numbers-cell: ০১৩১৩৯ ০০৮৫৪৩ ০০৬৩৯০ ০০৬৭০১ ০০৬৫৬৮ ০০৪৮১০ ০০২৫০১ ০১৬২৩৪ ০০৬৮৮২ ০১৩৭১৯ ০০৩৫৫৮ ০০৫১৫১ ০০৮৮৯০ ০০৪৩৬৮ ০১০৯৭৯ ০০৯৫৩৯ ০০৭৩৩৯ ০০৪০৯৮ ০০৫১৬৩ ০০৮৭৪৬ ০০৬৩৯১ ০০৬১২৫ ০১৪০৬১ ০১০১৯৭ ০০২১৯০ ০১৫১৮১ ০১৫৯৩৩ ০১৪০৮৯ ০১১৬৭৮ ০১০২৮৫ bbox=[848, 1597, 1378, 1650]
schedule-date-cell bbox=[792, 1333, 848, 1650]
registration-numbers-cell: ০১৩১৩৯ ০০৮৫৪৩ ০০৬৩৯০ ০০৬৭০১ ০০৬৫৬৮ ০০৪৮১০ ০০২৫০১ ০১৬২৩৪ ০০৬৮৮২ ০১৩৭১৯ ০০৩৫৫৮ ০০৫১৫১ ০০৮৮৯০ ০০৪৩৬৮ ০১০৯৭৯ ০০৯৫৩৯ ০০৭৩৩৯ ০০৪০৯৮ ০০৫১৬৩ ০০৮৭৪৬ ০০৬৩৯১ ০০৬১২৫ ০১৪০৬১ ০১০১৯৭ ০০২১৯০ ০১৫১৮১ ০১৫৯৩৩ ০১৪০৮৯ ০১১৬৭৮ ০১০২৮৫ bbox=[848, 1756, 1378, 1809]
table-row bbox=[20, 1692, 781, 1745]
registration-numbers-cell: ০০৪৮০৯ ০০৪২৪৮ ০১০৭৭১ ০০৫০৬০ ০১৪২২৭ ০১৪৬৮৯ ০০৮০৬৭ ০১৫১৯১ ০০২৪০৬ ০০২৫২২ ০০৯৩২১ ০০৩৪৪৮ ০১৬৬১৩ ০০৭৭১৪ ০১২৯৯৭ ০০৬২২৮ ০০৭৭৫১ ০০৪০৫৭ ০০৮২৮৯ ০০৯৪১৫ ০০৭৯০৬ ০১৪৮১৪ ০১০৭০৬ ০১৩৪৬৫ ০০৪৩০৫ ০০৭৭৪৮ ০১৫১৩৪ ০০৫৫১০ ০০২২৬৭ ০০৫০৭২ bbox=[848, 910, 1378, 962]
venue-cell: ঢাকা মেডিকেল কলেজ হাসপাতাল, ঢাকা bbox=[604, 1851, 781, 1904]
table-row bbox=[20, 264, 781, 317]
registration-numbers-cell: ০০৪৮০৯ ০০৪২৪৮ ০১০৭৭১ ০০৫০৬০ ০১৪২২৭ ০১৪৬৮৯ ০০৮০৬৭ ০১৫১৯১ ০০২৪০৬ ০০২৫২২ ০০৯৩২১ ০০৩৪৪৮ ০১৬৬১৩ ০০৭৭১৪ ০১২৯৯৭ ০০৬২২৮ ০০৭৭৫১ ০০৪০৫৭ ০০৮২৮৯ ০০৯৪১৫ ০০৭৯০৬ ০১৪৮১৪ ০১০৭০৬ ০১৩৪৬৫ ০০৪৩০৫ ০০৭৭৪৮ ০১৫১৩৪ ০০৫৫১০ ০০২২৬৭ ০০৫০৭২ bbox=[75, 1428, 604, 1481]
registration-numbers-cell: ০১০০০২ ০০৬৯৮২ ০১০৬৬৬ ০০২১৭২ ০০৪১০৬ ০০৮৫৭০ ০০৭৭০৮ ০১৫৭১৪ ০১০৪২৪ ০০৫৬২২ ০১০২২০ ০১০৯৩০ ০১৫৯৬৭ ০০৬১৯৯ ০০৪৯৬০ ০০৯৯৭১ ০০২৪৯৬ ০১৫৭৭৬ ০০৭৫৫২ ০০৭৭৬২ ০০৫৬৩৮ ০০৫৪৬৯ ০১৪৪৩৬ ০১৬৯৫৪ ০০৩৭৮২ ০০৭৬২০ ০০৯২৩৬ ০০৮২৪৭ ০১৩৬৬২ ০১০১৫৪ bbox=[75, 1851, 604, 1904]
table-row bbox=[792, 1386, 1555, 1438]
right-column bbox=[791, 10, 1554, 2343]
schedule-date-cell bbox=[20, 1851, 75, 2168]
venue-cell: শহীদ সোহরাওয়ার্দী হাসপাতাল, শের-ই-বাংলা নগর, ঢাকা bbox=[604, 476, 781, 529]
venue-cell: জাতীয় বক্ষ ব্যাধি ইনস্টিটিউট ও হাসপাতাল, মহাখালী, ঢাকা bbox=[1378, 169, 1555, 222]
registration-numbers-cell: ০১৩১৩৯ ০০৮৫৪৩ ০০৬৩৯০ ০০৬৭০১ ০০৬৫৬৮ ০০৪৮১০ ০০২৫০১ ০১৬২৩৪ ০০৬৮৮২ ০১৩৭১৯ ০০৩৫৫৮ ০০৫১৫১ ০০৮৮৯০ ০০৪৩৬৮ ০১০৯৭৯ ০০৯৫৩৯ ০০৭৩৩৯ ০০৪০৯৮ ০০৫১৬৩ ০০৮৭৪৬ ০০৬৩৯১ ০০৬১২৫ ০১৪০৬১ ০১০১৯৭ ০০২১৯০ ০১৫১৮১ ০১৫৯৩৩ ০১৪০৮৯ ০১১৬৭৮ ০১০২৮৫ bbox=[848, 1914, 1378, 1967]
subject-line: বিষয় : নব-যোগদানকৃত সিনিয়র স্টাফ নার্সদের স্বাস্থ্য পরীক্ষা সংক্রান্ত। bbox=[24, 155, 327, 168]
table-row bbox=[792, 539, 1555, 592]
registration-numbers-cell: ০০৪৮০৯ ০০৪২৪৮ ০১০৭৭১ ০০৫০৬০ ০১৪২২৭ ০১৪৬৮৯ ০০৮০৬৭ ০১৫১৯১ ০০২৪০৬ ০০২৫২২ ০০৯৩২১ ০০৩৪৪৮ ০১৬৬১৩ ০০৭৭১৪ ০১২৯৯৭ ০০৬২২৮ ০০৭৭৫১ ০০৪০৫৭ ০০৮২৮৯ ০০৯৪১৫ ০০৭৯০৬ ০১৪৮১৪ ০১০৭০৬ ০১৩৪৬৫ ০০৪৩০৫ ০০৭৭৪৮ ০১৫১৩৪ ০০৫৫১০ ০০২২৬৭ ০০৫০৭২ bbox=[75, 1111, 604, 1164]
schedule-table-left bbox=[19, 213, 781, 2168]
registration-numbers-cell: ০১০০০২ ০০৬৯৮২ ০১০৬৬৬ ০০২১৭২ ০০৪১০৬ ০০৮৫৭০ ০০৭৭০৮ ০১৫৭১৪ ০১০৪২৪ ০০৫৬২২ ০১০২২০ ০১০৯৩০ ০১৫৯৬৭ ০০৬১৯৯ ০০৪৯৬০ ০০৯৯৭১ ০০২৪৯৬ ০১৫৭৭৬ ০০৭৫৫২ ০০৭৭৬২ ০০৫৬৩৮ ০০৫৪৬৯ ০১৪৪৩৬ ০১৬৯৫৪ ০০৩৭৮২ ০০৭৬২০ ০০৯২৩৬ ০০৮২৪৭ ০১৩৬৬২ ০১০১৫৪ bbox=[75, 1375, 604, 1428]
registration-numbers-cell: ০১৩১৩৯ ০০৮৫৪৩ ০০৬৩৯০ ০০৬৭০১ ০০৬৫৬৮ ০০৪৮১০ ০০২৫০১ ০১৬২৩৪ ০০৬৮৮২ ০১৩৭১৯ ০০৩৫৫৮ ০০৫১৫১ ০০৮৮৯০ ০০৪৩৬৮ ০১০৯৭৯ ০০৯৫৩৯ ০০৭৩৩৯ ০০৪০৯৮ ০০৫১৬৩ ০০৮৭৪৬ ০০৬৩৯১ ০০৬১২৫ ০১৪০৬১ ০১০১৯৭ ০০২১৯০ ০১৫১৮১ ০১৫৯৩৩ ০১৪০৮৯ ০১১৬৭৮ ০১০২৮৫ bbox=[848, 169, 1378, 222]
registration-numbers-cell: ০১০০০২ ০০৬৯৮২ ০১০৬৬৬ ০০২১৭২ ০০৪১০৬ ০০৮৫৭০ ০০৭৭০৮ ০১৫৭১৪ ০১০৪২৪ ০০৫৬২২ ০১০২২০ ০১০৯৩০ ০১৫৯৬৭ ০০৬১৯৯ ০০৪৯৬০ ০০৯৯৭১ ০০২৪৯৬ ০১৫৭৭৬ ০০৭৫৫২ ০০৭৭৬২ ০০৫৬৩৮ ০০৫৪৬৯ ০১৪৪৩৬ ০১৬৯৫৪ ০০৩৭৮২ ০০৭৬২০ ০০৯২৩৬ ০০৮২৪৭ ০১৩৬৬২ ০১০১৫৪ bbox=[75, 1058, 604, 1111]
table-row bbox=[20, 793, 781, 846]
venue-cell: জাতীয় বক্ষ ব্যাধি ইনস্টিটিউট ও হাসপাতাল, মহাখালী, ঢাকা bbox=[1378, 1438, 1555, 1491]
venue-cell: জাতীয় অর্থোপেডিক হাসপাতাল ও পুনর্বাসন প্রতিষ্ঠান (নিটোর), ঢাকা। bbox=[604, 1375, 781, 1428]
venue-cell: স্যার সলিমুল্লাহ মেডিকেল কলেজ মিটফোর্ড হাসপাতাল, ঢাকা bbox=[604, 317, 781, 370]
registration-numbers-cell: ০১০০০২ ০০৬৯৮২ ০১০৬৬৬ ০০২১৭২ ০০৪১০৬ ০০৮৫৭০ ০০৭৭০৮ ০১৫৭১৪ ০১০৪২৪ ০০৫৬২২ ০১০২২০ ০১০৯৩০ ০১৫৯৬৭ ০০৬১৯৯ ০০৪৯৬০ ০০৯৯৭১ ০০২৪৯৬ ০১৫৭৭৬ ০০৭৫৫২ ০০৭৭৬২ ০০৫৬৩৮ ০০৫৪৬৯ ০১৪৪৩৬ ০১৬৯৫৪ ০০৩৭৮২ ০০৭৬২০ ০০৯২৩৬ ০০৮২৪৭ ০১৩৬৬২ ০১০১৫৪ bbox=[848, 857, 1378, 910]
schedule-date-text: ২৪-০৭-১৯ ইং সকাল ৯.৩০ ঘটিকা bbox=[41, 1624, 52, 1760]
registration-numbers-cell: ০০৪৮০৯ ০০৪২৪৮ ০১০৭৭১ ০০৫০৬০ ০১৪২২৭ ০১৪৬৮৯ ০০৮০৬৭ ০১৫১৯১ ০০২৪০৬ ০০২৫২২ ০০৯৩২১ ০০৩৪৪৮ ০১৬৬১৩ ০০৭৭১৪ ০১২৯৯৭ ০০৬২২৮ ০০৭৭৫১ ০০৪০৫৭ ০০৮২৮৯ ০০৯৪১৫ ০০৭৯০৬ ০১৪৮১৪ ০১০৭০৬ ০১৩৪৬৫ ০০৪৩০৫ ০০৭৭৪৮ ০১৫১৩৪ ০০৫৫১০ ০০২২৬৭ ০০৫০৭২ bbox=[848, 1068, 1378, 1121]
table-row bbox=[20, 1957, 781, 2010]
registration-numbers-cell: ০০৪৮০৯ ০০৪২৪৮ ০১০৭৭১ ০০৫০৬০ ০১৪২২৭ ০১৪৬৮৯ ০০৮০৬৭ ০১৫১৯১ ০০২৪০৬ ০০২৫২২ ০০৯৩২১ ০০৩৪৪৮ ০১৬৬১৩ ০০৭৭১৪ ০১২৯৯৭ ০০৬২২৮ ০০৭৭৫১ ০০৪০৫৭ ০০৮২৮৯ ০০৯৪১৫ ০০৭৯০৬ ০১৪৮১৪ ০১০৭০৬ ০১৩৪৬৫ ০০৪৩০৫ ০০৭৭৪৮ ০১৫১৩৪ ০০৫৫১০ ০০২২৬৭ ০০৫০৭২ bbox=[848, 1386, 1378, 1438]
registration-numbers-cell: ০১৩১৩৯ ০০৮৫৪৩ ০০৬৩৯০ ০০৬৭০১ ০০৬৫৬৮ ০০৪৮১০ ০০২৫০১ ০১৬২৩৪ ০০৬৮৮২ ০১৩৭১৯ ০০৩৫৫৮ ০০৫১৫১ ০০৮৮৯০ ০০৪৩৬৮ ০১০৯৭৯ ০০৯৫৩৯ ০০৭৩৩৯ ০০৪০৯৮ ০০৫১৬৩ ০০৮৭৪৬ ০০৬৩৯১ ০০৬১২৫ ০১৪০৬১ ০১০১৯৭ ০০২১৯০ ০১৫১৮১ ০১৫৯৩৩ ০১৪০৮৯ ০১১৬৭৮ ০১০২৮৫ bbox=[848, 962, 1378, 1015]
registration-numbers-cell: ০১৩১৩৯ ০০৮৫৪৩ ০০৬৩৯০ ০০৬৭০১ ০০৬৫৬৮ ০০৪৮১০ ০০২৫০১ ০১৬২৩৪ ০০৬৮৮২ ০১৩৭১৯ ০০৩৫৫৮ ০০৫১৫১ ০০৮৮৯০ ০০৪৩৬৮ ০১০৯৭৯ ০০৯৫৩৯ ০০৭৩৩৯ ০০৪০৯৮ ০০৫১৬৩ ০০৮৭৪৬ ০০৬৩৯১ ০০৬১২৫ ০১৪০৬১ ০১০১৯৭ ০০২১৯০ ০১৫১৮১ ০১৫৯৩৩ ০১৪০৮৯ ০১১৬৭৮ ০১০২৮৫ bbox=[75, 1957, 604, 2010]
venue-cell: ঢাকা মেডিকেল কলেজ হাসপাতাল, ঢাকা bbox=[604, 899, 781, 952]
table-row bbox=[20, 370, 781, 423]
table-row bbox=[792, 962, 1555, 1015]
venue-cell: জাতীয় বক্ষ ব্যাধি ইনস্টিটিউট ও হাসপাতাল, মহাখালী, ঢাকা bbox=[604, 688, 781, 740]
schedule-date-text: ০৪-০৮-১৯ ইং সকাল ৯.৩০ ঘটিকা bbox=[813, 1740, 824, 1876]
table-row bbox=[20, 1322, 781, 1375]
schedule-date-cell bbox=[20, 899, 75, 1216]
header-line-2: স্বাস্থ্য অধিদপ্তর bbox=[339, 44, 460, 68]
registration-numbers-cell: ০১৩১৩৯ ০০৮৫৪৩ ০০৬৩৯০ ০০৬৭০১ ০০৬৫৬৮ ০০৪৮১০ ০০২৫০১ ০১৬২৩৪ ০০৬৮৮২ ০১৩৭১৯ ০০৩৫৫৮ ০০৫১৫১ ০০৮৮৯০ ০০৪৩৬৮ ০১০৯৭৯ ০০৯৫৩৯ ০০৭৩৩৯ ০০৪০৯৮ ০০৫১৬৩ ০০৮৭৪৬ ০০৬৩৯১ ০০৬১২৫ ০১৪০৬১ ০১০১৯৭ ০০২১৯০ ০১৫১৮১ ০১৫৯৩৩ ০১৪০৮৯ ০১১৬৭৮ ০১০২৮৫ bbox=[75, 688, 604, 740]
venue-cell: জাতীয় অর্থোপেডিক হাসপাতাল ও পুনর্বাসন প্রতিষ্ঠান (নিটোর), ঢাকা। bbox=[604, 1692, 781, 1745]
table-row bbox=[792, 63, 1555, 116]
schedule-date-text: ৩০-০৭-১৯ ইং সকাল ৯.৩০ ঘটিকা bbox=[813, 788, 824, 924]
registration-numbers-cell: ০১০০০২ ০০৬৯৮২ ০১০৬৬৬ ০০২১৭২ ০০৪১০৬ ০০৮৫৭০ ০০৭৭০৮ ০১৫৭১৪ ০১০৪২৪ ০০৫৬২২ ০১০২২০ ০১০৯৩০ ০১৫৯৬৭ ০০৬১৯৯ ০০৪৯৬০ ০০৯৯৭১ ০০২৪৯৬ ০১৫৭৭৬ ০০৭৫৫২ ০০৭৭৬২ ০০৫৬৩৮ ০০৫৪৬৯ ০১৪৪৩৬ ০১৬৯৫৪ ০০৩৭৮২ ০০৭৬২০ ০০৯২৩৬ ০০৮২৪৭ ০১৩৬৬২ ০১০১৫৪ bbox=[848, 1174, 1378, 1227]
table-row bbox=[792, 1650, 1555, 1703]
table-row bbox=[792, 2126, 1555, 2179]
table-row bbox=[792, 698, 1555, 751]
table-row bbox=[792, 857, 1555, 910]
registration-numbers-cell: ০০৪৮০৯ ০০৪২৪৮ ০১০৭৭১ ০০৫০৬০ ০১৪২২৭ ০১৪৬৮৯ ০০৮০৬৭ ০১৫১৯১ ০০২৪০৬ ০০২৫২২ ০০৯৩২১ ০০৩৪৪৮ ০১৬৬১৩ ০০৭৭১৪ ০১২৯৯৭ ০০৬২২৮ ০০৭৭৫১ ০০৪০৫৭ ০০৮২৮৯ ০০৯৪১৫ ০০৭৯০৬ ০১৪৮১৪ ০১০৭০৬ ০১৩৪৬৫ ০০৪৩০৫ ০০৭৭৪৮ ০১৫১৩৪ ০০৫৫১০ ০০২২৬৭ ০০৫০৭২ bbox=[848, 1544, 1378, 1597]
table-row bbox=[792, 169, 1555, 222]
table-row bbox=[792, 804, 1555, 857]
registration-numbers-cell: ০০৪৮০৯ ০০৪২৪৮ ০১০৭৭১ ০০৫০৬০ ০১৪২২৭ ০১৪৬৮৯ ০০৮০৬৭ ০১৫১৯১ ০০২৪০৬ ০০২৫২২ ০০৯৩২১ ০০৩৪৪৮ ০১৬৬১৩ ০০৭৭১৪ ০১২৯৯৭ ০০৬২২৮ ০০৭৭৫১ ০০৪০৫৭ ০০৮২৮৯ ০০৯৪১৫ ০০৭৯০৬ ০১৪৮১৪ ০১০৭০৬ ০১৩৪৬৫ ০০৪৩০৫ ০০৭৭৪৮ ০১৫১৩৪ ০০৫৫১০ ০০২২৬৭ ০০৫০৭২ bbox=[848, 2020, 1378, 2073]
venue-cell: মুগদা মেডিকেল কলেজ হাসপাতাল, ঢাকা bbox=[1378, 2232, 1555, 2285]
continued-note: বাকি অংশ ৭-এর পাতায় bbox=[1447, 2326, 1547, 2338]
registration-numbers-cell: ০১০০০২ ০০৬৯৮২ ০১০৬৬৬ ০০২১৭২ ০০৪১০৬ ০০৮৫৭০ ০০৭৭০৮ ০১৫৭১৪ ০১০৪২৪ ০০৫৬২২ ০১০২২০ ০১০৯৩০ ০১৫৯৬৭ ০০৬১৯৯ ০০৪৯৬০ ০০৯৯৭১ ০০২৪৯৬ ০১৫৭৭৬ ০০৭৫৫২ ০০৭৭৬২ ০০৫৬৩৮ ০০৫৪৬৯ ০১৪৪৩৬ ০১৬৯৫৪ ০০৩৭৮২ ০০৭৬২০ ০০৯২৩৬ ০০৮২৪৭ ০১৩৬৬২ ০১০১৫৪ bbox=[75, 2010, 604, 2063]
venue-column-header: স্বাস্থ্য পরীক্ষা অনুষ্ঠিত হওয়ার স্থান bbox=[1378, 13, 1555, 63]
registration-numbers-cell: ০১০০০২ ০০৬৯৮২ ০১০৬৬৬ ০০২১৭২ ০০৪১০৬ ০০৮৫৭০ ০০৭৭০৮ ০১৫৭১৪ ০১০৪২৪ ০০৫৬২২ ০১০২২০ ০১০৯৩০ ০১৫৯৬৭ ০০৬১৯৯ ০০৪৯৬০ ০০৯৯৭১ ০০২৪৯৬ ০১৫৭৭৬ ০০৭৫৫২ ০০৭৭৬২ ০০৫৬৩৮ ০০৫৪৬৯ ০১৪৪৩৬ ০১৬৯৫৪ ০০৩৭৮২ ০০৭৬২০ ০০৯২৩৬ ০০৮২৪৭ ০১৩৬৬২ ০১০১৫৪ bbox=[848, 63, 1378, 116]
registration-numbers-cell: ০১০০০২ ০০৬৯৮২ ০১০৬৬৬ ০০২১৭২ ০০৪১০৬ ০০৮৫৭০ ০০৭৭০৮ ০১৫৭১৪ ০১০৪২৪ ০০৫৬২২ ০১০২২০ ০১০৯৩০ ০১৫৯৬৭ ০০৬১৯৯ ০০৪৯৬০ ০০৯৯৭১ ০০২৪৯৬ ০১৫৭৭৬ ০০৭৫৫২ ০০৭৭৬২ ০০৫৬৩৮ ০০৫৪৬৯ ০১৪৪৩৬ ০১৬৯৫৪ ০০৩৭৮২ ০০৭৬২০ ০০৯২৩৬ ০০৮২৪৭ ০১৩৬৬২ ০১০১৫৪ bbox=[848, 2126, 1378, 2179]
table-row bbox=[792, 434, 1555, 486]
registration-numbers-cell: ০০৪৮০৯ ০০৪২৪৮ ০১০৭৭১ ০০৫০৬০ ০১৪২২৭ ০১৪৬৮৯ ০০৮০৬৭ ০১৫১৯১ ০০২৪০৬ ০০২৫২২ ০০৯৩২১ ০০৩৪৪৮ ০১৬৬১৩ ০০৭৭১৪ ০১২৯৯৭ ০০৬২২৮ ০০৭৭৫১ ০০৪০৫৭ ০০৮২৮৯ ০০৯৪১৫ ০০৭৯০৬ ০১৪৮১৪ ০১০৭০৬ ০১৩৪৬৫ ০০৪৩০৫ ০০৭৭৪৮ ০১৫১৩৪ ০০৫৫১০ ০০২২৬৭ ০০৫০৭২ bbox=[848, 275, 1378, 328]
table-row bbox=[792, 2179, 1555, 2232]
header-line-4: মহাখালী, ঢাকা bbox=[337, 98, 462, 122]
venue-cell: শহীদ সোহরাওয়ার্দী হাসপাতাল, শের-ই-বাংলা নগর, ঢাকা bbox=[1378, 1227, 1555, 1280]
table-row bbox=[20, 1640, 781, 1692]
table-row bbox=[20, 2010, 781, 2063]
registration-numbers-cell: ০১৩১৩৯ ০০৮৫৪৩ ০০৬৩৯০ ০০৬৭০১ ০০৬৫৬৮ ০০৪৮১০ ০০২৫০১ ০১৬২৩৪ ০০৬৮৮২ ০১৩৭১৯ ০০৩৫৫৮ ০০৫১৫১ ০০৮৮৯০ ০০৪৩৬৮ ০১০৯৭৯ ০০৯৫৩৯ ০০৭৩৩৯ ০০৪০৯৮ ০০৫১৬৩ ০০৮৭৪৬ ০০৬৩৯১ ০০৬১২৫ ০১৪০৬১ ০১০১৯৭ ০০২১৯০ ০১৫১৮১ ০১৫৯৩৩ ০১৪০৮৯ ০১১৬৭৮ ০১০২৮৫ bbox=[75, 529, 604, 582]
registration-numbers-cell: ০১৩১৩৯ ০০৮৫৪৩ ০০৬৩৯০ ০০৬৭০১ ০০৬৫৬৮ ০০৪৮১০ ০০২৫০১ ০১৬২৩৪ ০০৬৮৮২ ০১৩৭১৯ ০০৩৫৫৮ ০০৫১৫১ ০০৮৮৯০ ০০৪৩৬৮ ০১০৯৭৯ ০০৯৫৩৯ ০০৭৩৩৯ ০০৪০৯৮ ০০৫১৬৩ ০০৮৭৪৬ ০০৬৩৯১ ০০৬১২৫ ০১৪০৬১ ০১০১৯৭ ০০২১৯০ ০১৫১৮১ ০১৫৯৩৩ ০১৪০৮৯ ০১১৬৭৮ ০১০২৮৫ bbox=[848, 2232, 1378, 2285]
schedule-date-cell bbox=[20, 264, 75, 582]
registration-numbers-cell: ০০৪৮০৯ ০০৪২৪৮ ০১০৭৭১ ০০৫০৬০ ০১৪২২৭ ০১৪৬৮৯ ০০৮০৬৭ ০১৫১৯১ ০০২৪০৬ ০০২৫২২ ০০৯৩২১ ০০৩৪৪৮ ০১৬৬১৩ ০০৭৭১৪ ০১২৯৯৭ ০০৬২২৮ ০০৭৭৫১ ০০৪০৫৭ ০০৮২৮৯ ০০৯৪১৫ ০০৭৯০৬ ০১৪৮১৪ ০১০৭০৬ ০১৩৪৬৫ ০০৪৩০৫ ০০৭৭৪৮ ০১৫১৩৪ ০০৫৫১০ ০০২২৬৭ ০০৫০৭২ bbox=[848, 434, 1378, 486]
table-row bbox=[20, 688, 781, 740]
table-row bbox=[792, 751, 1555, 804]
venue-cell: স্যার সলিমুল্লাহ মেডিকেল কলেজ মিটফোর্ড হাসপাতাল, ঢাকা bbox=[1378, 1386, 1555, 1438]
venue-cell: শহীদ সোহরাওয়ার্দী হাসপাতাল, শের-ই-বাংলা নগর, ঢাকা bbox=[1378, 1544, 1555, 1597]
venue-cell: শহীদ সোহরাওয়ার্দী হাসপাতাল, শের-ই-বাংলা নগর, ঢাকা bbox=[604, 793, 781, 846]
venue-cell: স্যার সলিমুল্লাহ মেডিকেল কলেজ মিটফোর্ড হাসপাতাল, ঢাকা bbox=[1378, 1068, 1555, 1121]
schedule-date-cell bbox=[792, 1650, 848, 1967]
table-row bbox=[792, 1280, 1555, 1333]
venue-cell: জাতীয় বক্ষ ব্যাধি ইনস্টিটিউট ও হাসপাতাল, মহাখালী, ঢাকা bbox=[604, 370, 781, 423]
schedule-date-cell bbox=[792, 63, 848, 381]
schedule-date-cell bbox=[20, 582, 75, 899]
venue-cell: জাতীয় বক্ষ ব্যাধি ইনস্টিটিউট ও হাসপাতাল, মহাখালী, ঢাকা bbox=[1378, 486, 1555, 539]
memo-date: তারিখ : ২৭-০৬-২০১৯খ্রি. bbox=[653, 134, 775, 147]
table-row bbox=[20, 1375, 781, 1428]
table-row bbox=[792, 1809, 1555, 1862]
venue-cell: জাতীয় অর্থোপেডিক হাসপাতাল ও পুনর্বাসন প্রতিষ্ঠান (নিটোর), ঢাকা। bbox=[604, 740, 781, 793]
table-row bbox=[792, 1015, 1555, 1068]
table-row bbox=[20, 1164, 781, 1216]
venue-cell: জাতীয় অর্থোপেডিক হাসপাতাল ও পুনর্বাসন প্রতিষ্ঠান (নিটোর), ঢাকা। bbox=[1378, 539, 1555, 592]
registration-numbers-cell: ০০৪৮০৯ ০০৪২৪৮ ০১০৭৭১ ০০৫০৬০ ০১৪২২৭ ০১৪৬৮৯ ০০৮০৬৭ ০১৫১৯১ ০০২৪০৬ ০০২৫২২ ০০৯৩২১ ০০৩৪৪৮ ০১৬৬১৩ ০০৭৭১৪ ০১২৯৯৭ ০০৬২২৮ ০০৭৭৫১ ০০৪০৫৭ ০০৮২৮৯ ০০৯৪১৫ ০০৭৯০৬ ০১৪৮১৪ ০১০৭০৬ ০১৩৪৬৫ ০০৪৩০৫ ০০৭৭৪৮ ০১৫১৩৪ ০০৫৫১০ ০০২২৬৭ ০০৫০৭২ bbox=[75, 1587, 604, 1640]
intro-paragraph: সংশ্লিষ্ট সকলের অবগতির জন্য জানানো যাইতেছে যে, নব যোগদানকৃত সিনিয়র স্টাফ নার্সদের স্বাস্থ্য পরীক্ষার জন্য নিম্নোক্ত সময়সূচী অনুযায়ী স্বাস্থ্য অধিদপ্তর কর্তৃক গঠিত সংশ্লিষ্ট মেডিকেল বোর্ডের সম্মুখে উপস্থিত হইতে হইবে। bbox=[24, 178, 764, 205]
schedule-date-text: ২৯-০৭-১৯ ইং সকাল ৯.৩০ ঘটিকা bbox=[813, 471, 824, 607]
table-row bbox=[20, 1587, 781, 1640]
registration-numbers-cell: ০০৪৮০৯ ০০৪২৪৮ ০১০৭৭১ ০০৫০৬০ ০১৪২২৭ ০১৪৬৮৯ ০০৮০৬৭ ০১৫১৯১ ০০২৪০৬ ০০২৫২২ ০০৯৩২১ ০০৩৪৪৮ ০১৬৬১৩ ০০৭৭১৪ ০১২৯৯৭ ০০৬২২৮ ০০৭৭৫১ ০০৪০৫৭ ০০৮২৮৯ ০০৯৪১৫ ০০৭৯০৬ ০১৪৮১৪ ০১০৭০৬ ০১৩৪৬৫ ০০৪৩০৫ ০০৭৭৪৮ ০১৫১৩৪ ০০৫৫১০ ০০২২৬৭ ০০৫০৭২ bbox=[848, 1703, 1378, 1756]
venue-cell: ঢাকা মেডিকেল কলেজ হাসপাতাল, ঢাকা bbox=[1378, 1650, 1555, 1703]
venue-cell: মুগদা মেডিকেল কলেজ হাসপাতাল, ঢাকা bbox=[604, 1798, 781, 1851]
registration-numbers-cell: ০০৪৮০৯ ০০৪২৪৮ ০১০৭৭১ ০০৫০৬০ ০১৪২২৭ ০১৪৬৮৯ ০০৮০৬৭ ০১৫১৯১ ০০২৪০৬ ০০২৫২২ ০০৯৩২১ ০০৩৪৪৮ ০১৬৬১৩ ০০৭৭১৪ ০১২৯৯৭ ০০৬২২৮ ০০৭৭৫১ ০০৪০৫৭ ০০৮২৮৯ ০০৯৪১৫ ০০৭৯০৬ ০১৪৮১৪ ০১০৭০৬ ০১৩৪৬৫ ০০৪৩০৫ ০০৭৭৪৮ ০১৫১৩৪ ০০৫৫১০ ০০২২৬৭ ০০৫০৭২ bbox=[75, 2063, 604, 2116]
venue-cell: মুগদা মেডিকেল কলেজ হাসপাতাল, ঢাকা bbox=[604, 1481, 781, 1534]
venue-cell: মুগদা মেডিকেল কলেজ হাসপাতাল, ঢাকা bbox=[604, 2116, 781, 2168]
registration-numbers-cell: ০১৩১৩৯ ০০৮৫৪৩ ০০৬৩৯০ ০০৬৭০১ ০০৬৫৬৮ ০০৪৮১০ ০০২৫০১ ০১৬২৩৪ ০০৬৮৮২ ০১৩৭১৯ ০০৩৫৫৮ ০০৫১৫১ ০০৮৮৯০ ০০৪৩৬৮ ০১০৯৭৯ ০০৯৫৩৯ ০০৭৩৩৯ ০০৪০৯৮ ০০৫১৬৩ ০০৮৭৪৬ ০০৬৩৯১ ০০৬১২৫ ০১৪০৬১ ০১০১৯৭ ০০২১৯০ ০১৫১৮১ ০১৫৯৩৩ ০১৪০৮৯ ০১১৬৭৮ ০১০২৮৫ bbox=[848, 1438, 1378, 1491]
venue-cell: ঢাকা মেডিকেল কলেজ হাসপাতাল, ঢাকা bbox=[1378, 698, 1555, 751]
registration-numbers-cell: ০০৪৮০৯ ০০৪২৪৮ ০১০৭৭১ ০০৫০৬০ ০১৪২২৭ ০১৪৬৮৯ ০০৮০৬৭ ০১৫১৯১ ০০২৪০৬ ০০২৫২২ ০০৯৩২১ ০০৩৪৪৮ ০১৬৬১৩ ০০৭৭১৪ ০১২৯৯৭ ০০৬২২৮ ০০৭৭৫১ ০০৪০৫৭ ০০৮২৮৯ ০০৯৪১৫ ০০৭৯০৬ ০১৪৮১৪ ০১০৭০৬ ০১৩৪৬৫ ০০৪৩০৫ ০০৭৭৪৮ ০১৫১৩৪ ০০৫৫১০ ০০২২৬৭ ০০৫০৭২ bbox=[75, 317, 604, 370]
registration-numbers-cell: ০০৪৮০৯ ০০৪২৪৮ ০১০৭৭১ ০০৫০৬০ ০১৪২২৭ ০১৪৬৮৯ ০০৮০৬৭ ০১৫১৯১ ০০২৪০৬ ০০২৫২২ ০০৯৩২১ ০০৩৪৪৮ ০১৬৬১৩ ০০৭৭১৪ ০১২৯৯৭ ০০৬২২৮ ০০৭৭৫১ ০০৪০৫৭ ০০৮২৮৯ ০০৯৪১৫ ০০৭৯০৬ ০১৪৮১৪ ০১০৭০৬ ০১৩৪৬৫ ০০৪৩০৫ ০০৭৭৪৮ ০১৫১৩৪ ০০৫৫১০ ০০২২৬৭ ০০৫০৭২ bbox=[848, 1227, 1378, 1280]
table-row bbox=[792, 2020, 1555, 2073]
memo-number: স্মারক নং-স্বাঃঅধিঃ/হাসঃ/মেঃবোর্ড/সিনিয়র স্টাফ নার্স/২০১৯/৫৮৭৩ bbox=[24, 134, 332, 147]
reg-column-header: পরীক্ষার ফলাফলের ভিত্তিতে সাময়ীক ভাবে নির্বাচিত প্রার্থীদের রেজিস্ট্রেশন নম্বর bbox=[848, 13, 1378, 63]
registration-numbers-cell: ০১০০০২ ০০৬৯৮২ ০১০৬৬৬ ০০২১৭২ ০০৪১০৬ ০০৮৫৭০ ০০৭৭০৮ ০১৫৭১৪ ০১০৪২৪ ০০৫৬২২ ০১০২২০ ০১০৯৩০ ০১৫৯৬৭ ০০৬১৯৯ ০০৪৯৬০ ০০৯৯৭১ ০০২৪৯৬ ০১৫৭৭৬ ০০৭৫৫২ ০০৭৭৬২ ০০৫৬৩৮ ০০৫৪৬৯ ০১৪৪৩৬ ০১৬৯৫৪ ০০৩৭৮২ ০০৭৬২০ ০০৯২৩৬ ০০৮২৪৭ ০১৩৬৬২ ০১০১৫৪ bbox=[848, 1967, 1378, 2020]
registration-numbers-cell: ০১০০০২ ০০৬৯৮২ ০১০৬৬৬ ০০২১৭২ ০০৪১০৬ ০০৮৫৭০ ০০৭৭০৮ ০১৫৭১৪ ০১০৪২৪ ০০৫৬২২ ০১০২২০ ০১০৯৩০ ০১৫৯৬৭ ০০৬১৯৯ ০০৪৯৬০ ০০৯৯৭১ ০০২৪৯৬ ০১৫৭৭৬ ০০৭৫৫২ ০০৭৭৬২ ০০৫৬৩৮ ০০৫৪৬৯ ০১৪৪৩৬ ০১৬৯৫৪ ০০৩৭৮২ ০০৭৬২০ ০০৯২৩৬ ০০৮২৪৭ ০১৩৬৬২ ০১০১৫৪ bbox=[848, 381, 1378, 434]
table-row bbox=[20, 529, 781, 582]
venue-cell: স্যার সলিমুল্লাহ মেডিকেল কলেজ মিটফোর্ড হাসপাতাল, ঢাকা bbox=[1378, 2020, 1555, 2073]
table-row bbox=[792, 1068, 1555, 1121]
registration-numbers-cell: ০১০০০২ ০০৬৯৮২ ০১০৬৬৬ ০০২১৭২ ০০৪১০৬ ০০৮৫৭০ ০০৭৭০৮ ০১৫৭১৪ ০১০৪২৪ ০০৫৬২২ ০১০২২০ ০১০৯৩০ ০১৫৯৬৭ ০০৬১৯৯ ০০৪৯৬০ ০০৯৯৭১ ০০২৪৯৬ ০১৫৭৭৬ ০০৭৫৫২ ০০৭৭৬২ ০০৫৬৩৮ ০০৫৪৬৯ ০১৪৪৩৬ ০১৬৯৫৪ ০০৩৭৮২ ০০৭৬২০ ০০৯২৩৬ ০০৮২৪৭ ০১৩৬৬২ ০১০১৫৪ bbox=[75, 740, 604, 793]
registration-numbers-cell: ০০৪৮০৯ ০০৪২৪৮ ০১০৭৭১ ০০৫০৬০ ০১৪২২৭ ০১৪৬৮৯ ০০৮০৬৭ ০১৫১৯১ ০০২৪০৬ ০০২৫২২ ০০৯৩২১ ০০৩৪৪৮ ০১৬৬১৩ ০০৭৭১৪ ০১২৯৯৭ ০০৬২২৮ ০০৭৭৫১ ০০৪০৫৭ ০০৮২৮৯ ০০৯৪১৫ ০০৭৯০৬ ০১৪৮১৪ ০১০৭০৬ ০১৩৪৬৫ ০০৪৩০৫ ০০৭৭৪৮ ০১৫১৩৪ ০০৫৫১০ ০০২২৬৭ ০০৫০৭২ bbox=[75, 793, 604, 846]
table-row bbox=[20, 899, 781, 952]
registration-numbers-cell: ০০৪৮০৯ ০০৪২৪৮ ০১০৭৭১ ০০৫০৬০ ০১৪২২৭ ০১৪৬৮৯ ০০৮০৬৭ ০১৫১৯১ ০০২৪০৬ ০০২৫২২ ০০৯৩২১ ০০৩৪৪৮ ০১৬৬১৩ ০০৭৭১৪ ০১২৯৯৭ ০০৬২২৮ ০০৭৭৫১ ০০৪০৫৭ ০০৮২৮৯ ০০৯৪১৫ ০০৭৯০৬ ০১৪৮১৪ ০১০৭০৬ ০১৩৪৬৫ ০০৪৩০৫ ০০৭৭৪৮ ০১৫১৩৪ ০০৫৫১০ ০০২২৬৭ ০০৫০৭২ bbox=[848, 116, 1378, 169]
table-row bbox=[792, 222, 1555, 275]
table-row bbox=[792, 486, 1555, 539]
header-line-3: হাসপাতাল ও ক্লিনিক সমূহ bbox=[282, 70, 517, 96]
venue-cell: ঢাকা মেডিকেল কলেজ হাসপাতাল, ঢাকা bbox=[1378, 1015, 1555, 1068]
venue-cell: ঢাকা মেডিকেল কলেজ হাসপাতাল, ঢাকা bbox=[1378, 1967, 1555, 2020]
registration-numbers-cell: ০০৪৮০৯ ০০৪২৪৮ ০১০৭৭১ ০০৫০৬০ ০১৪২২৭ ০১৪৬৮৯ ০০৮০৬৭ ০১৫১৯১ ০০২৪০৬ ০০২৫২২ ০০৯৩২১ ০০৩৪৪৮ ০১৬৬১৩ ০০৭৭১৪ ০১২৯৯৭ ০০৬২২৮ ০০৭৭৫১ ০০৪০৫৭ ০০৮২৮৯ ০০৯৪১৫ ০০৭৯০৬ ০১৪৮১৪ ০১০৭০৬ ০১৩৪৬৫ ০০৪৩০৫ ০০৭৭৪৮ ০১৫১৩৪ ০০৫৫১০ ০০২২৬৭ ০০৫০৭২ bbox=[75, 1904, 604, 1957]
registration-numbers-cell: ০১০০০২ ০০৬৯৮২ ০১০৬৬৬ ০০২১৭২ ০০৪১০৬ ০০৮৫৭০ ০০৭৭০৮ ০১৫৭১৪ ০১০৪২৪ ০০৫৬২২ ০১০২২০ ০১০৯৩০ ০১৫৯৬৭ ০০৬১৯৯ ০০৪৯৬০ ০০৯৯৭১ ০০২৪৯৬ ০১৫৭৭৬ ০০৭৫৫২ ০০৭৭৬২ ০০৫৬৩৮ ০০৫৪৬৯ ০১৪৪৩৬ ০১৬৯৫৪ ০০৩৭৮২ ০০৭৬২০ ০০৯২৩৬ ০০৮২৪৭ ০১৩৬৬২ ০১০১৫৪ bbox=[848, 1333, 1378, 1386]
registration-numbers-cell: ০১৩১৩৯ ০০৮৫৪৩ ০০৬৩৯০ ০০৬৭০১ ০০৬৫৬৮ ০০৪৮১০ ০০২৫০১ ০১৬২৩৪ ০০৬৮৮২ ০১৩৭১৯ ০০৩৫৫৮ ০০৫১৫১ ০০৮৮৯০ ০০৪৩৬৮ ০১০৯৭৯ ০০৯৫৩৯ ০০৭৩৩৯ ০০৪০৯৮ ০০৫১৬৩ ০০৮৭৪৬ ০০৬৩৯১ ০০৬১২৫ ০১৪০৬১ ০১০১৯৭ ০০২১৯০ ০১৫১৮১ ০১৫৯৩৩ ০১৪০৮৯ ০১১৬৭৮ ০১০২৮৫ bbox=[75, 1322, 604, 1375]
table-row bbox=[20, 635, 781, 688]
schedule-date-cell bbox=[792, 698, 848, 1015]
venue-cell: জাতীয় বক্ষ ব্যাধি ইনস্টিটিউট ও হাসপাতাল, মহাখালী, ঢাকা bbox=[1378, 1756, 1555, 1809]
registration-numbers-cell: ০০৪৮০৯ ০০৪২৪৮ ০১০৭৭১ ০০৫০৬০ ০১৪২২৭ ০১৪৬৮৯ ০০৮০৬৭ ০১৫১৯১ ০০২৪০৬ ০০২৫২২ ০০৯৩২১ ০০৩৪৪৮ ০১৬৬১৩ ০০৭৭১৪ ০১২৯৯৭ ০০৬২২৮ ০০৭৭৫১ ০০৪০৫৭ ০০৮২৮৯ ০০৯৪১৫ ০০৭৯০৬ ০১৪৮১৪ ০১০৭০৬ ০১৩৪৬৫ ০০৪৩০৫ ০০৭৭৪৮ ০১৫১৩৪ ০০৫৫১০ ০০২২৬৭ ০০৫০৭২ bbox=[75, 476, 604, 529]
venue-cell: জাতীয় বক্ষ ব্যাধি ইনস্টিটিউট ও হাসপাতাল, মহাখালী, ঢাকা bbox=[1378, 2073, 1555, 2126]
venue-cell: শহীদ সোহরাওয়ার্দী হাসপাতাল, শের-ই-বাংলা নগর, ঢাকা bbox=[604, 1111, 781, 1164]
registration-numbers-cell: ০১৩১৩৯ ০০৮৫৪৩ ০০৬৩৯০ ০০৬৭০১ ০০৬৫৬৮ ০০৪৮১০ ০০২৫০১ ০১৬২৩৪ ০০৬৮৮২ ০১৩৭১৯ ০০৩৫৫৮ ০০৫১৫১ ০০৮৮৯০ ০০৪৩৬৮ ০১০৯৭৯ ০০৯৫৩৯ ০০৭৩৩৯ ০০৪০৯৮ ০০৫১৬৩ ০০৮৭৪৬ ০০৬৩৯১ ০০৬১২৫ ০১৪০৬১ ০১০১৯৭ ০০২১৯০ ০১৫১৮১ ০১৫৯৩৩ ০১৪০৮৯ ০১১৬৭৮ ০১০২৮৫ bbox=[75, 846, 604, 899]
venue-cell: মুগদা মেডিকেল কলেজ হাসপাতাল, ঢাকা bbox=[604, 529, 781, 582]
table-row bbox=[20, 476, 781, 529]
venue-cell: শহীদ সোহরাওয়ার্দী হাসপাতাল, শের-ই-বাংলা নগর, ঢাকা bbox=[1378, 592, 1555, 645]
venue-cell: শহীদ সোহরাওয়ার্দী হাসপাতাল, শের-ই-বাংলা নগর, ঢাকা bbox=[1378, 910, 1555, 962]
schedule-date-text: ৩১-০৭-১৯ ইং সকাল ৯.৩০ ঘটিকা bbox=[813, 1105, 824, 1242]
table-row bbox=[20, 582, 781, 635]
table-row bbox=[20, 423, 781, 476]
venue-cell: জাতীয় অর্থোপেডিক হাসপাতাল ও পুনর্বাসন প্রতিষ্ঠান (নিটোর), ঢাকা। bbox=[1378, 2126, 1555, 2179]
memo-row bbox=[19, 132, 780, 150]
venue-cell: ঢাকা মেডিকেল কলেজ হাসপাতাল, ঢাকা bbox=[604, 1534, 781, 1587]
registration-numbers-cell: ০১৩১৩৯ ০০৮৫৪৩ ০০৬৩৯০ ০০৬৭০১ ০০৬৫৬৮ ০০৪৮১০ ০০২৫০১ ০১৬২৩৪ ০০৬৮৮২ ০১৩৭১৯ ০০৩৫৫৮ ০০৫১৫১ ০০৮৮৯০ ০০৪৩৬৮ ০১০৯৭৯ ০০৯৫৩৯ ০০৭৩৩৯ ০০৪০৯৮ ০০৫১৬৩ ০০৮৭৪৬ ০০৬৩৯১ ০০৬১২৫ ০১৪০৬১ ০১০১৯৭ ০০২১৯০ ০১৫১৮১ ০১৫৯৩৩ ০১৪০৮৯ ০১১৬৭৮ ০১০২৮৫ bbox=[75, 370, 604, 423]
date-column-header: স্বাস্থ্য পরীক্ষার দিন, তারিখ ও সময় bbox=[20, 214, 75, 264]
venue-cell: শহীদ সোহরাওয়ার্দী হাসপাতাল, শের-ই-বাংলা নগর, ঢাকা bbox=[1378, 275, 1555, 328]
registration-numbers-cell: ০১৩১৩৯ ০০৮৫৪৩ ০০৬৩৯০ ০০৬৭০১ ০০৬৫৬৮ ০০৪৮১০ ০০২৫০১ ০১৬২৩৪ ০০৬৮৮২ ০১৩৭১৯ ০০৩৫৫৮ ০০৫১৫১ ০০৮৮৯০ ০০৪৩৬৮ ০১০৯৭৯ ০০৯৫৩৯ ০০৭৩৩৯ ০০৪০৯৮ ০০৫১৬৩ ০০৮৭৪৬ ০০৬৩৯১ ০০৬১২৫ ০১৪০৬১ ০১০১৯৭ ০০২১৯০ ০১৫১৮১ ০১৫৯৩৩ ০১৪০৮৯ ০১১৬৭৮ ০১০২৮৫ bbox=[848, 645, 1378, 698]
header-line-1: গণপ্রজাতন্ত্রী বাংলাদেশ সরকার bbox=[277, 19, 522, 42]
table-row bbox=[20, 1428, 781, 1481]
table-row bbox=[792, 1333, 1555, 1386]
